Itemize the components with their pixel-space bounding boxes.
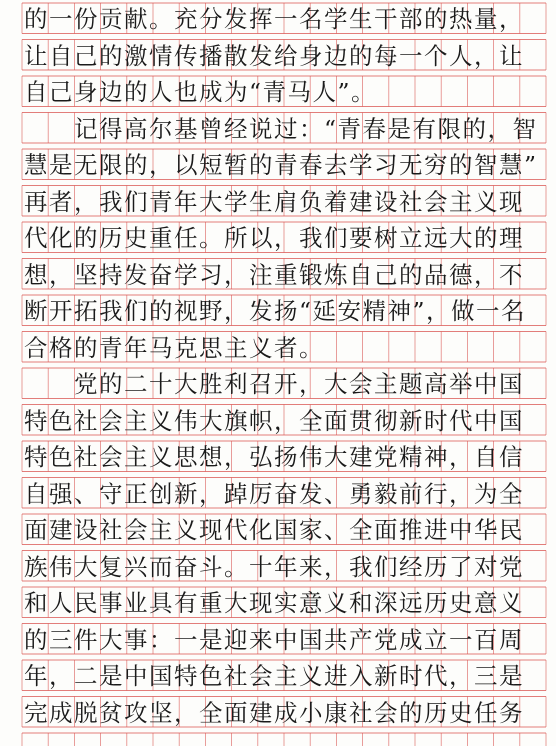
- essay-line: 面建设社会主义现代化国家、全面推进中华民: [24, 516, 524, 544]
- essay-line: 的三件大事：一是迎来中国共产党成立一百周: [24, 625, 524, 654]
- essay-line: 代化的历史重任。所以，我们要树立远大的理: [24, 224, 524, 252]
- essay-line: 特色社会主义思想，弘扬伟大建党精神，自信: [24, 443, 524, 471]
- essay-line: 年，二是中国特色社会主义进入新时代，三是: [24, 662, 524, 690]
- essay-line: 让自己的激情传播散发给身边的每一个人，让: [24, 41, 524, 70]
- essay-line: 党的二十大胜利召开，大会主题高举中国: [24, 370, 524, 398]
- essay-line: 记得高尔基曾经说过：“青春是有限的，智: [24, 114, 538, 143]
- essay-line: 完成脱贫攻坚，全面建成小康社会的历史任务: [24, 698, 524, 727]
- essay-line: 断开拓我们的视野，发扬“延安精神”，做一名: [24, 297, 527, 325]
- essay-line: 特色社会主义伟大旗帜，全面贯彻新时代中国: [24, 406, 524, 435]
- essay-line: 自己身边的人也成为“青马人”。: [24, 78, 377, 106]
- essay-line: 慧是无限的，以短暂的青春去学习无穷的智慧”: [24, 151, 538, 179]
- essay-line: 合格的青年马克思主义者。: [24, 333, 324, 362]
- essay-line: 想，坚持发奋学习，注重锻炼自己的品德，不: [24, 260, 524, 289]
- essay-line: 和人民事业具有重大现实意义和深远历史意义: [24, 589, 524, 617]
- essay-line: 的一份贡献。充分发挥一名学生干部的热量，: [24, 5, 524, 33]
- essay-line: 再者，我们青年大学生肩负着建设社会主义现: [24, 187, 524, 216]
- essay-line: 自强、守正创新，踔厉奋发、勇毅前行，为全: [24, 479, 524, 508]
- essay-line: 族伟大复兴而奋斗。十年来，我们经历了对党: [24, 552, 524, 581]
